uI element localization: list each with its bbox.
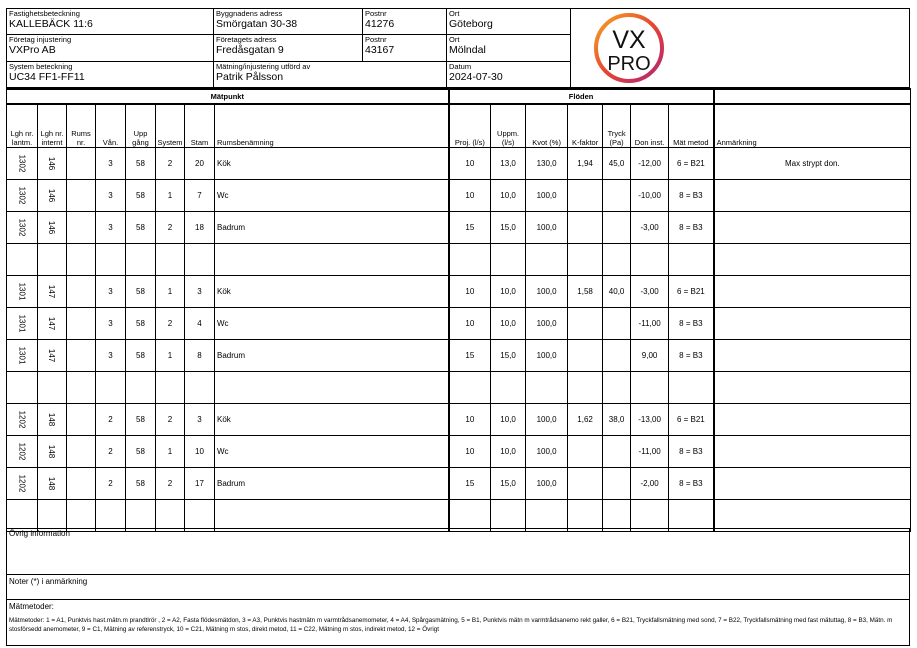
- matmetoder-label: Mätmetoder:: [9, 602, 54, 611]
- anmarkning-cell: [714, 468, 911, 500]
- empty-row: [7, 500, 911, 532]
- system-cell: [6, 61, 214, 88]
- stam-cell: 10: [185, 436, 215, 468]
- ovrig-info-label: Övrig information: [9, 529, 70, 538]
- system-cell: 1: [156, 276, 185, 308]
- matmetod-cell: [669, 500, 714, 532]
- noter-box: [6, 574, 910, 600]
- lgh-internt-cell: [38, 276, 67, 308]
- fastighet-cell: [6, 8, 214, 35]
- lgh-lantm-cell: [7, 180, 38, 212]
- proj-cell: [449, 244, 491, 276]
- matmetod-cell: 8 = B3: [669, 212, 714, 244]
- lgh-lantm-cell: [7, 212, 38, 244]
- table-row: [7, 180, 911, 212]
- foretag-cell: [6, 34, 214, 62]
- kfaktor-cell: [568, 372, 603, 404]
- kfaktor-cell: [568, 244, 603, 276]
- stam-cell: 17: [185, 468, 215, 500]
- lgh-internt-cell-text: 147: [47, 284, 57, 299]
- anmarkning-cell: [714, 500, 911, 532]
- kfaktor-cell: [568, 180, 603, 212]
- kvot-cell: [526, 500, 568, 532]
- ort-cell: [446, 8, 571, 35]
- column-header-row: [7, 104, 911, 148]
- uppgang-cell: [126, 372, 156, 404]
- lgh-internt-cell-text: 146: [47, 188, 57, 203]
- rums-nr-cell: [67, 372, 96, 404]
- lgh-internt-cell-text: 148: [47, 444, 57, 459]
- col-kfaktor: K-faktor: [568, 104, 603, 148]
- kvot-cell: [526, 372, 568, 404]
- fastighet-label: Fastighetsbeteckning: [9, 9, 80, 18]
- anmarkning-cell: [714, 276, 911, 308]
- uppgang-cell: [126, 244, 156, 276]
- lgh-internt-cell: [38, 500, 67, 532]
- van-cell: [96, 244, 126, 276]
- van-cell: 3: [96, 180, 126, 212]
- stam-cell: 18: [185, 212, 215, 244]
- uppgang-cell: 58: [126, 468, 156, 500]
- lgh-lantm-cell: [7, 372, 38, 404]
- uppm-cell: [491, 500, 526, 532]
- uppgang-cell: 58: [126, 212, 156, 244]
- adress-value: Smörgatan 30-38: [216, 18, 298, 30]
- anmarkning-cell: [714, 436, 911, 468]
- lgh-internt-cell-text: 146: [47, 220, 57, 235]
- logo-bottom-text: PRO: [607, 53, 651, 75]
- don-cell: -2,00: [631, 468, 669, 500]
- kfaktor-cell: 1,58: [568, 276, 603, 308]
- rumsbenamning-cell: [215, 244, 449, 276]
- tryck-cell: [603, 212, 631, 244]
- van-cell: 3: [96, 340, 126, 372]
- rumsbenamning-cell: Kök: [215, 148, 449, 180]
- lgh-lantm-cell: [7, 436, 38, 468]
- tryck-cell: [603, 372, 631, 404]
- matmetod-cell: 8 = B3: [669, 340, 714, 372]
- logo-box: [570, 8, 910, 88]
- foretag-ort-value: Mölndal: [449, 44, 486, 56]
- matmetod-cell: 6 = B21: [669, 276, 714, 308]
- lgh-lantm-cell-text: 1301: [17, 314, 27, 333]
- lgh-lantm-cell: [7, 308, 38, 340]
- matmetod-cell: 8 = B3: [669, 180, 714, 212]
- lgh-internt-cell-text: 146: [47, 156, 57, 171]
- uppgang-cell: 58: [126, 436, 156, 468]
- anmarkning-cell: [714, 340, 911, 372]
- system-cell: 1: [156, 180, 185, 212]
- tryck-cell: [603, 308, 631, 340]
- tryck-cell: 38,0: [603, 404, 631, 436]
- lgh-internt-cell: [38, 244, 67, 276]
- kvot-cell: 100,0: [526, 404, 568, 436]
- van-cell: 2: [96, 468, 126, 500]
- proj-cell: [449, 500, 491, 532]
- rums-nr-cell: [67, 340, 96, 372]
- tryck-cell: [603, 340, 631, 372]
- tryck-cell: 40,0: [603, 276, 631, 308]
- system-cell: 2: [156, 308, 185, 340]
- uppm-cell: 10,0: [491, 436, 526, 468]
- proj-cell: 10: [449, 436, 491, 468]
- don-cell: [631, 372, 669, 404]
- kvot-cell: 100,0: [526, 436, 568, 468]
- col-anmarkning: Anmärkning: [714, 104, 911, 148]
- rums-nr-cell: [67, 148, 96, 180]
- postnr-cell: [362, 8, 447, 35]
- proj-cell: 15: [449, 340, 491, 372]
- logo-top-text: VX: [612, 26, 646, 54]
- stam-cell: [185, 372, 215, 404]
- rumsbenamning-cell: [215, 372, 449, 404]
- fastighet-value: KALLEBÄCK 11:6: [9, 18, 93, 30]
- postnr-label: Postnr: [365, 9, 387, 18]
- anmarkning-cell: [714, 372, 911, 404]
- noter-label: Noter (*) i anmärkning: [9, 577, 88, 586]
- stam-cell: 20: [185, 148, 215, 180]
- stam-cell: 4: [185, 308, 215, 340]
- stam-cell: 7: [185, 180, 215, 212]
- utford-value: Patrik Pålsson: [216, 71, 284, 83]
- anmarkning-cell: Max strypt don.: [714, 148, 911, 180]
- lgh-internt-cell-text: 147: [47, 348, 57, 363]
- proj-cell: 15: [449, 212, 491, 244]
- group-header-row: [7, 89, 911, 104]
- uppm-cell: 10,0: [491, 276, 526, 308]
- kvot-cell: 100,0: [526, 276, 568, 308]
- stam-cell: [185, 244, 215, 276]
- rumsbenamning-cell: Badrum: [215, 468, 449, 500]
- matmetod-cell: 6 = B21: [669, 404, 714, 436]
- uppgang-cell: 58: [126, 180, 156, 212]
- rumsbenamning-cell: Wc: [215, 308, 449, 340]
- kfaktor-cell: [568, 308, 603, 340]
- van-cell: [96, 372, 126, 404]
- rumsbenamning-cell: Badrum: [215, 340, 449, 372]
- system-cell: [156, 244, 185, 276]
- matmetod-cell: 6 = B21: [669, 148, 714, 180]
- matmetod-cell: [669, 372, 714, 404]
- measurement-table: [6, 88, 911, 532]
- uppm-cell: 15,0: [491, 468, 526, 500]
- van-cell: 3: [96, 148, 126, 180]
- uppm-cell: 10,0: [491, 404, 526, 436]
- system-cell: 2: [156, 468, 185, 500]
- empty-row: [7, 372, 911, 404]
- foretag-ort-cell: [446, 34, 571, 62]
- kfaktor-cell: [568, 500, 603, 532]
- lgh-internt-cell: [38, 436, 67, 468]
- table-row: [7, 436, 911, 468]
- matmetod-cell: [669, 244, 714, 276]
- kvot-cell: [526, 244, 568, 276]
- foretag-postnr-cell: [362, 34, 447, 62]
- lgh-lantm-cell: [7, 340, 38, 372]
- lgh-internt-cell: [38, 180, 67, 212]
- rumsbenamning-cell: Kök: [215, 276, 449, 308]
- anmarkning-cell: [714, 404, 911, 436]
- system-cell: [156, 372, 185, 404]
- lgh-lantm-cell-text: 1302: [17, 218, 27, 237]
- anmarkning-cell: [714, 180, 911, 212]
- col-stam: Stam: [185, 104, 215, 148]
- col-van: Vån.: [96, 104, 126, 148]
- col-rumsbenamning: Rumsbenämning: [215, 104, 449, 148]
- kvot-cell: 100,0: [526, 468, 568, 500]
- lgh-lantm-cell: [7, 276, 38, 308]
- lgh-lantm-cell-text: 1301: [17, 346, 27, 365]
- uppm-cell: [491, 244, 526, 276]
- uppm-cell: 10,0: [491, 180, 526, 212]
- rums-nr-cell: [67, 468, 96, 500]
- system-cell: [156, 500, 185, 532]
- proj-cell: 15: [449, 468, 491, 500]
- kfaktor-cell: 1,62: [568, 404, 603, 436]
- table-row: [7, 148, 911, 180]
- uppm-cell: [491, 372, 526, 404]
- col-system: System: [156, 104, 185, 148]
- tryck-cell: [603, 468, 631, 500]
- table-row: [7, 308, 911, 340]
- tryck-cell: [603, 244, 631, 276]
- system-cell: 2: [156, 148, 185, 180]
- rumsbenamning-cell: Kök: [215, 404, 449, 436]
- don-cell: [631, 500, 669, 532]
- foretag-postnr-label: Postnr: [365, 35, 387, 44]
- lgh-lantm-cell-text: 1202: [17, 442, 27, 461]
- uppgang-cell: [126, 500, 156, 532]
- don-cell: [631, 244, 669, 276]
- ovrig-info-box: [6, 528, 910, 575]
- uppm-cell: 13,0: [491, 148, 526, 180]
- tryck-cell: [603, 500, 631, 532]
- don-cell: -3,00: [631, 212, 669, 244]
- col-lgh-internt: Lgh nr. internt: [38, 104, 67, 148]
- lgh-lantm-cell: [7, 468, 38, 500]
- protocol-sheet: [6, 8, 910, 633]
- utford-label: Mätning/injustering utförd av: [216, 62, 311, 71]
- lgh-lantm-cell-text: 1301: [17, 282, 27, 301]
- proj-cell: 10: [449, 404, 491, 436]
- rums-nr-cell: [67, 276, 96, 308]
- rumsbenamning-cell: Wc: [215, 436, 449, 468]
- stam-cell: 3: [185, 404, 215, 436]
- anmarkning-cell: [714, 244, 911, 276]
- tryck-cell: [603, 180, 631, 212]
- table-body: [7, 148, 911, 532]
- don-cell: -11,00: [631, 308, 669, 340]
- col-don: Don inst.: [631, 104, 669, 148]
- rums-nr-cell: [67, 180, 96, 212]
- lgh-lantm-cell: [7, 244, 38, 276]
- proj-cell: 10: [449, 308, 491, 340]
- uppgang-cell: 58: [126, 404, 156, 436]
- foretag-adress-value: Fredåsgatan 9: [216, 44, 284, 56]
- rums-nr-cell: [67, 212, 96, 244]
- anmarkning-cell: [714, 308, 911, 340]
- header-block: [6, 8, 910, 88]
- van-cell: 3: [96, 308, 126, 340]
- col-uppm: Uppm. (l/s): [491, 104, 526, 148]
- table-row: [7, 340, 911, 372]
- lgh-internt-cell: [38, 212, 67, 244]
- foretag-value: VXPro AB: [9, 44, 56, 56]
- table-row: [7, 468, 911, 500]
- matmetod-cell: 8 = B3: [669, 436, 714, 468]
- uppgang-cell: 58: [126, 340, 156, 372]
- kvot-cell: 100,0: [526, 180, 568, 212]
- foretag-label: Företag injustering: [9, 35, 72, 44]
- kfaktor-cell: [568, 212, 603, 244]
- van-cell: 2: [96, 404, 126, 436]
- table-row: [7, 404, 911, 436]
- ort-label: Ort: [449, 9, 460, 18]
- tryck-cell: 45,0: [603, 148, 631, 180]
- utford-cell: [213, 61, 447, 88]
- foretag-ort-label: Ort: [449, 35, 460, 44]
- uppgang-cell: 58: [126, 276, 156, 308]
- rums-nr-cell: [67, 500, 96, 532]
- anmarkning-cell: [714, 212, 911, 244]
- rums-nr-cell: [67, 308, 96, 340]
- don-cell: -11,00: [631, 436, 669, 468]
- datum-label: Datum: [449, 62, 472, 71]
- foretag-adress-label: Företagets adress: [216, 35, 277, 44]
- uppgang-cell: 58: [126, 148, 156, 180]
- lgh-lantm-cell-text: 1202: [17, 474, 27, 493]
- uppm-cell: 15,0: [491, 212, 526, 244]
- lgh-lantm-cell: [7, 500, 38, 532]
- don-cell: -10,00: [631, 180, 669, 212]
- col-lgh-lantm: Lgh nr. lantm.: [7, 104, 38, 148]
- van-cell: 3: [96, 276, 126, 308]
- col-tryck: Tryck (Pa): [603, 104, 631, 148]
- ort-value: Göteborg: [449, 18, 493, 30]
- lgh-lantm-cell: [7, 148, 38, 180]
- lgh-internt-cell-text: 148: [47, 476, 57, 491]
- rums-nr-cell: [67, 404, 96, 436]
- system-cell: 1: [156, 436, 185, 468]
- lgh-lantm-cell-text: 1302: [17, 186, 27, 205]
- kvot-cell: 130,0: [526, 148, 568, 180]
- rumsbenamning-cell: Wc: [215, 180, 449, 212]
- lgh-lantm-cell-text: 1302: [17, 154, 27, 173]
- group-floden: Flöden: [449, 89, 714, 104]
- matmetod-cell: 8 = B3: [669, 308, 714, 340]
- rumsbenamning-cell: [215, 500, 449, 532]
- lgh-internt-cell: [38, 468, 67, 500]
- system-label: System beteckning: [9, 62, 73, 71]
- vxpro-logo: [593, 12, 665, 84]
- lgh-internt-cell-text: 147: [47, 316, 57, 331]
- lgh-internt-cell: [38, 404, 67, 436]
- kvot-cell: 100,0: [526, 308, 568, 340]
- uppm-cell: 10,0: [491, 308, 526, 340]
- col-kvot: Kvot (%): [526, 104, 568, 148]
- col-uppgang: Upp gång: [126, 104, 156, 148]
- proj-cell: 10: [449, 276, 491, 308]
- rums-nr-cell: [67, 244, 96, 276]
- system-cell: 2: [156, 404, 185, 436]
- table-row: [7, 212, 911, 244]
- system-cell: 1: [156, 340, 185, 372]
- rums-nr-cell: [67, 436, 96, 468]
- don-cell: -12,00: [631, 148, 669, 180]
- stam-cell: [185, 500, 215, 532]
- kfaktor-cell: [568, 436, 603, 468]
- group-empty: [714, 89, 911, 104]
- adress-cell: [213, 8, 363, 35]
- stam-cell: 8: [185, 340, 215, 372]
- lgh-lantm-cell: [7, 404, 38, 436]
- uppm-cell: 15,0: [491, 340, 526, 372]
- rumsbenamning-cell: Badrum: [215, 212, 449, 244]
- matmetod-cell: 8 = B3: [669, 468, 714, 500]
- system-value: UC34 FF1-FF11: [9, 71, 85, 83]
- don-cell: -13,00: [631, 404, 669, 436]
- lgh-internt-cell: [38, 148, 67, 180]
- group-matpunkt: Mätpunkt: [7, 89, 449, 104]
- system-cell: 2: [156, 212, 185, 244]
- van-cell: [96, 500, 126, 532]
- kfaktor-cell: 1,94: [568, 148, 603, 180]
- kfaktor-cell: [568, 468, 603, 500]
- lgh-lantm-cell-text: 1202: [17, 410, 27, 429]
- lgh-internt-cell-text: 148: [47, 412, 57, 427]
- lgh-internt-cell: [38, 372, 67, 404]
- proj-cell: [449, 372, 491, 404]
- van-cell: 3: [96, 212, 126, 244]
- empty-row: [7, 244, 911, 276]
- col-proj: Proj. (l/s): [449, 104, 491, 148]
- tryck-cell: [603, 436, 631, 468]
- van-cell: 2: [96, 436, 126, 468]
- datum-value: 2024-07-30: [449, 71, 503, 83]
- col-matmetod: Mät metod: [669, 104, 714, 148]
- don-cell: 9,00: [631, 340, 669, 372]
- kvot-cell: 100,0: [526, 212, 568, 244]
- don-cell: -3,00: [631, 276, 669, 308]
- table-row: [7, 276, 911, 308]
- lgh-internt-cell: [38, 340, 67, 372]
- stam-cell: 3: [185, 276, 215, 308]
- foretag-postnr-value: 43167: [365, 44, 395, 56]
- kfaktor-cell: [568, 340, 603, 372]
- matmetoder-box: [6, 599, 910, 646]
- foretag-adress-cell: [213, 34, 363, 62]
- adress-label: Byggnadens adress: [216, 9, 283, 18]
- kvot-cell: 100,0: [526, 340, 568, 372]
- col-rums-nr: Rums nr.: [67, 104, 96, 148]
- proj-cell: 10: [449, 148, 491, 180]
- matmetoder-text: Mätmetoder: 1 = A1, Punktvis hast.mätn.m prandtlrör , 2 = A2, Fasta flödesmätdon, 3 = A3, Punktvis hastmätn m varmtrådsanemometer, 4 = A4, Spårgasmätning, 5 = B1, Punktvis mätn m varmtrådsanemo rekt galler, 6 = B21, Tryckfallsmätning med sond, 7 = B22, Tryckfallsmätning med fast mätuttag, 8 = B3, Mätn. m stosförsedd anemometer, 9 = C1, Mätning av referenstryck, 10 = C21, Mätning m stos, direkt metod, 11 = C22, Mätning m stos, indirekt metod, 12 = Övrigt: [9, 617, 893, 633]
- proj-cell: 10: [449, 180, 491, 212]
- datum-cell: [446, 61, 571, 88]
- postnr-value: 41276: [365, 18, 395, 30]
- uppgang-cell: 58: [126, 308, 156, 340]
- lgh-internt-cell: [38, 308, 67, 340]
